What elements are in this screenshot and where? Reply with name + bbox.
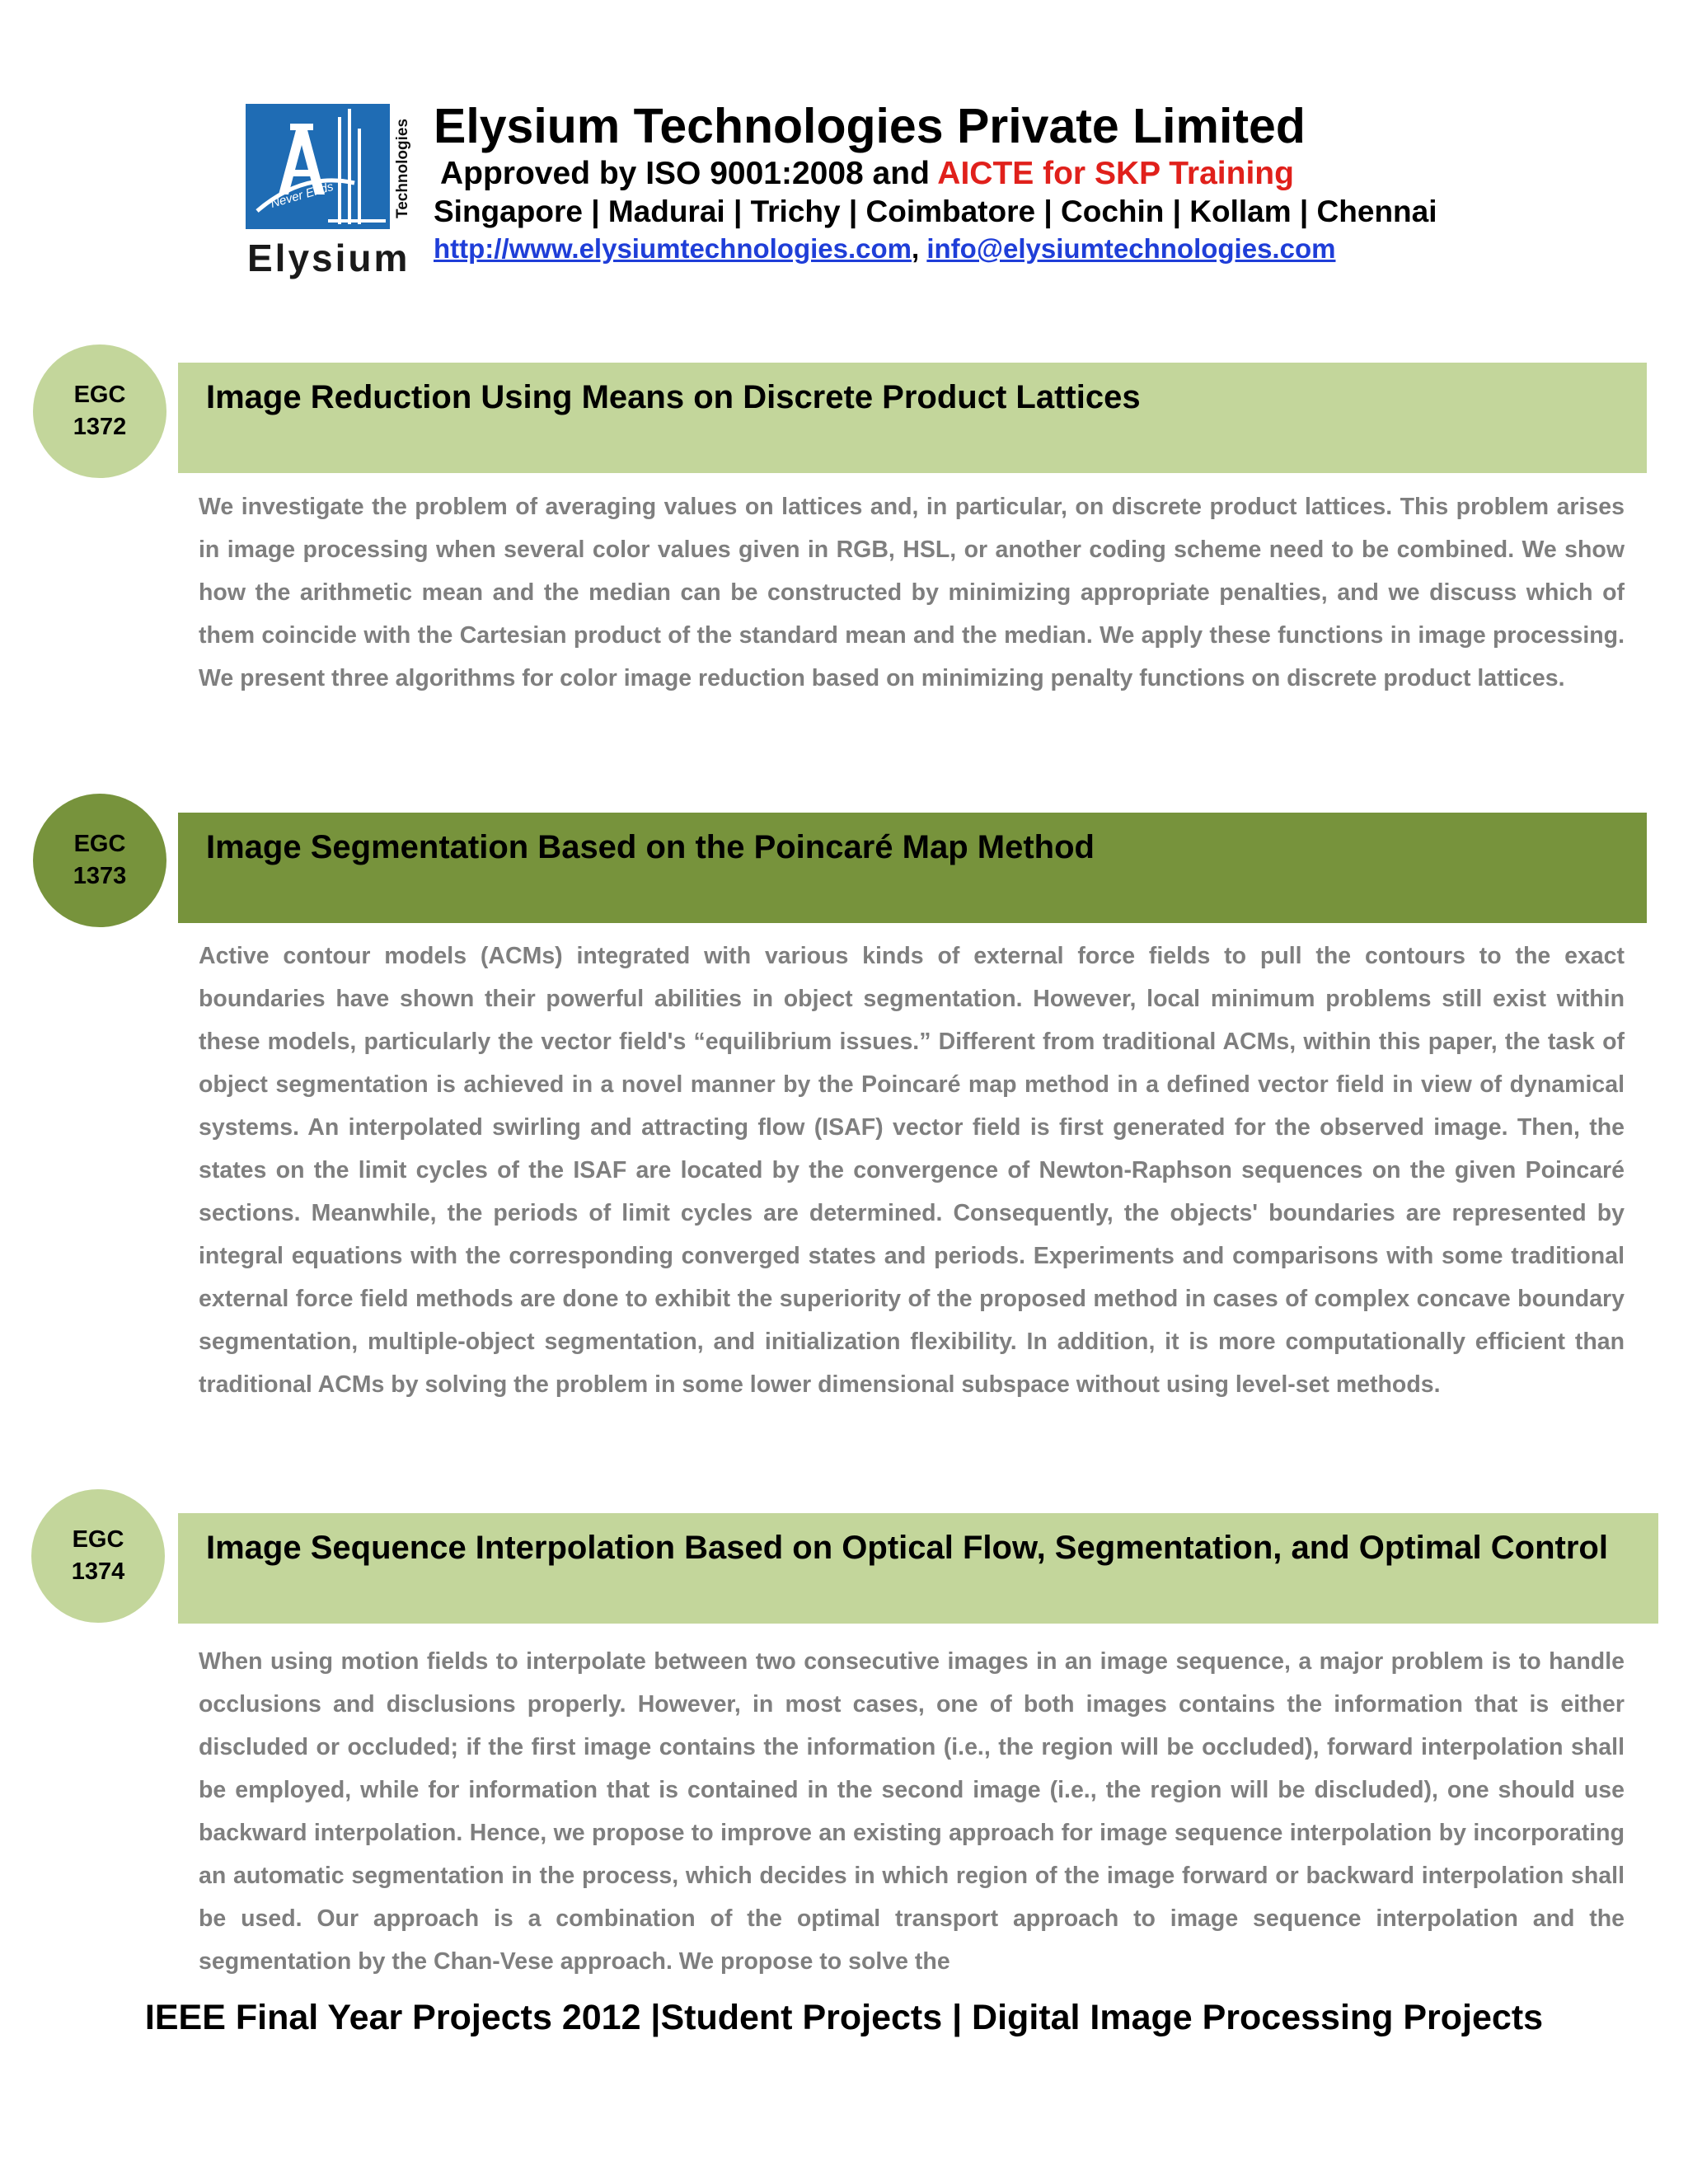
contact-links (434, 231, 1437, 267)
project-code-prefix: EGC (72, 1526, 124, 1553)
project-title: Image Reduction Using Means on Discrete Product Lattices (206, 379, 1141, 415)
project-code-number: 1373 (73, 863, 127, 889)
project-code-badge (33, 344, 166, 478)
company-name: Elysium Technologies Private Limited (434, 99, 1306, 153)
project-code-number: 1374 (71, 1558, 125, 1585)
project-code-number: 1372 (73, 414, 127, 440)
project-code-badge (33, 794, 166, 927)
logo-emblem (246, 104, 390, 229)
page-footer: IEEE Final Year Projects 2012 |Student Projects | Digital Image Processing Projects (144, 1998, 1544, 2037)
project-code-prefix: EGC (73, 831, 126, 857)
logo-badge-text: Never Ends (269, 179, 335, 211)
company-logo (246, 104, 419, 279)
project-abstract: When using motion fields to interpolate between two consecutive images in an image sequence, a major problem is to handle occlusions and disclusions properly. However, in most cases, one of both images contains the information that is either discluded or occluded; if the first image contains the information (i.e., the region will be occluded), forward interpolation shall be employed, while for information that is contained in the second image (i.e., the region will be discluded), one should use backward interpolation. Hence, we propose to improve an existing approach for image sequence interpolation by incorporating an automatic segmentation in the process, which decides in which region of the image forward or backward interpolation shall be used. Our approach is a combination of the optimal transport approach to image sequence interpolation and the segmentation by the Chan-Vese approach. We propose to solve the (199, 1648, 1625, 1975)
project-title-band (178, 1513, 1658, 1624)
approval-line (440, 155, 1437, 193)
project-abstract: Active contour models (ACMs) integrated with various kinds of external force fields to pull the contours to the exact boundaries have shown their powerful abilities in object segmentation. However, local minimum problems still exist within these models, particularly the vector field's “equilibrium issues.” Different from traditional ACMs, within this paper, the task of object segmentation is achieved in a novel manner by the Poincaré map method in a defined vector field in view of dynamical systems. An interpolated swirling and attracting flow (ISAF) vector field is first generated for the observed image. Then, the states on the limit cycles of the ISAF are located by the convergence of Newton-Raphson sequences on the given Poincaré sections. Meanwhile, the periods of limit cycles are determined. Consequently, the objects' boundaries are represented by integral equations with the corresponding converged states and periods. Experiments and comparisons with some traditional external force field methods are done to exhibit the superiority of the proposed method in cases of complex concave boundary segmentation, multiple-object segmentation, and initialization flexibility. In addition, it is more computationally efficient than traditional ACMs by solving the problem in some lower dimensional subspace without using level-set methods. (199, 943, 1625, 1398)
tower-icon (246, 104, 390, 229)
company-header (434, 97, 1437, 267)
project-title: Image Sequence Interpolation Based on Optical Flow, Segmentation, and Optimal Control (206, 1530, 1608, 1566)
logo-vertical-text: Technologies (394, 118, 411, 218)
approval-prefix: Approved by ISO 9001:2008 and (440, 156, 938, 191)
approval-highlight: AICTE for SKP Training (937, 156, 1294, 191)
office-cities: Singapore | Madurai | Trichy | Coimbatore | Cochin | Kollam | Chennai (434, 194, 1437, 228)
project-abstract: We investigate the problem of averaging values on lattices and, in particular, on discrete product lattices. This problem arises in image processing when several color values given in RGB, HSL, or another coding scheme need to be combined. We show how the arithmetic mean and the median can be constructed by minimizing appropriate penalties, and we discuss which of them coincide with the Cartesian product of the standard mean and the median. We apply these functions in image processing. We present three algorithms for color image reduction based on minimizing penalty functions on discrete product lattices. (199, 494, 1625, 691)
project-code-prefix: EGC (73, 382, 126, 408)
project-title-band (178, 363, 1647, 473)
link-separator: , (912, 233, 920, 264)
website-link[interactable]: http://www.elysiumtechnologies.com (434, 233, 912, 264)
logo-wordmark: Elysium (247, 237, 410, 279)
project-code-badge (31, 1489, 165, 1623)
email-link[interactable]: info@elysiumtechnologies.com (926, 233, 1336, 264)
project-title: Image Segmentation Based on the Poincaré Map Method (206, 829, 1095, 865)
project-title-band (178, 813, 1647, 923)
